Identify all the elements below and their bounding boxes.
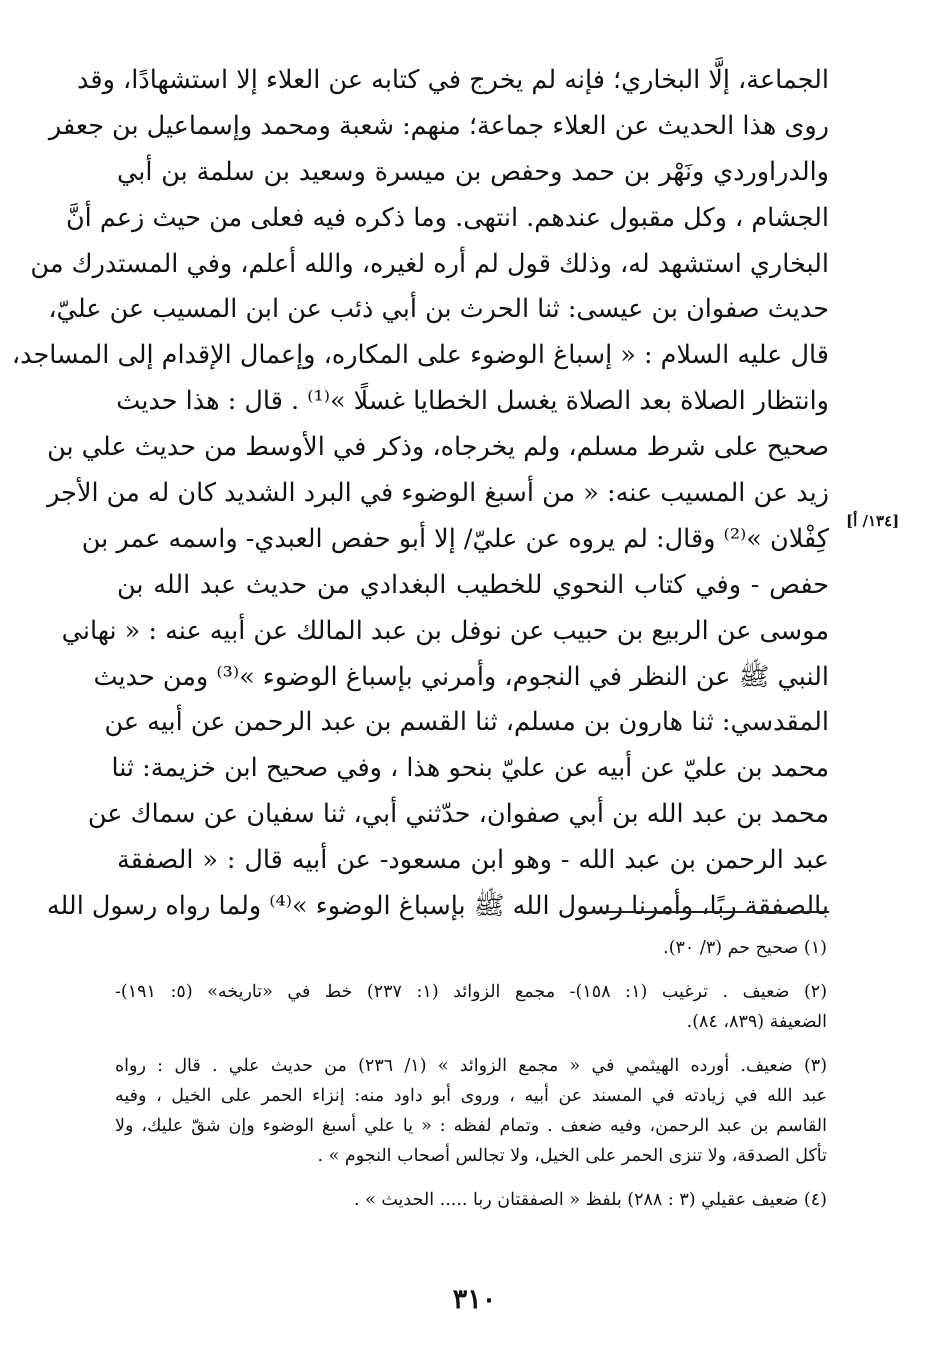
text-line: المقدسي: ثنا هارون بن مسلم، ثنا القسم بن عبد الرحمن عن أبيه عن [104, 707, 829, 738]
footnotes [115, 933, 827, 1229]
footnote-line: القاسم بن عبد الرحمن، وفيه ضعف . وتمام لفظه : « يا علي أسبغ الوضوء وإن شقّ عليك، ولا [115, 1116, 827, 1136]
text-line: محمد بن عليّ عن أبيه عن عليّ بنحو هذا ، وفي صحيح ابن خزيمة: ثنا [111, 753, 829, 784]
main-text [11, 58, 829, 930]
text-line: وانتظار الصلاة بعد الصلاة يغسل الخطايا غسلًا »⁽¹⁾ . قال : هذا حديث [116, 386, 829, 417]
page-number: ٣١٠ [452, 1284, 497, 1315]
text-line: موسى عن الربيع بن حبيب عن نوفل بن عبد المالك عن أبيه عنه : « نهاني [61, 615, 829, 646]
footnote-line: عبد الله في زيادته في المسند عن أبيه ، وروى أبو داود منه: إنزاء الحمر على الخيل ، وفيه [115, 1086, 827, 1106]
footnote-1 [115, 933, 827, 963]
text-line: البخاري استشهد له، وذلك قول لم أره لغيره، والله أعلم، وفي المستدرك من [30, 248, 829, 279]
footnote-line: تأكل الصدقة، ولا تنزى الحمر على الخيل، ولا تجالس أصحاب النجوم » . [317, 1146, 827, 1166]
text-line: روى هذا الحديث عن العلاء جماعة؛ منهم: شعبة ومحمد وإسماعيل بن جعفر [48, 110, 829, 141]
text-line: الجشام ، وكل مقبول عندهم. انتهى. وما ذكره فيه فعلى من حيث زعم أنَّ [65, 202, 829, 233]
footnote-line: (٢) ضعيف . ترغيب (١: ١٥٨)- مجمع الزوائد (١: ٢٣٧) خط في «تاريخه» (٥: ١٩١)- [115, 982, 828, 1002]
footnote-line: (١) صحيح حم (٣/ ٣٠). [663, 938, 827, 958]
text-line: عبد الرحمن بن عبد الله - وهو ابن مسعود- عن أبيه قال : « الصفقة [117, 845, 829, 876]
footnote-4 [115, 1185, 827, 1215]
footnote-separator [593, 911, 829, 913]
footnote-line: (٤) ضعيف عقيلي (٣ : ٢٨٨) بلفظ « الصفقتان ربا ..... الحديث » . [353, 1190, 827, 1210]
text-line: بالصفقة ربًا، وأمرنا رسول الله ﷺ بإسباغ الوضوء »⁽⁴⁾ ولما رواه رسول الله [46, 891, 829, 922]
footnote-line: (٣) ضعيف. أورده الهيثمي في « مجمع الزوائد » (١/ ٢٣٦) من حديث علي . قال : رواه [115, 1056, 828, 1076]
text-line: حفص - وفي كتاب النحوي للخطيب البغدادي من حديث عبد الله بن [117, 569, 829, 600]
text-line: والدراوردي ونَهْر بن حمد وحفص بن ميسرة وسعيد بن سلمة بن أبي [117, 156, 829, 187]
text-line: قال عليه السلام : « إسباغ الوضوء على المكاره، وإعمال الإقدام إلى المساجد، [11, 340, 829, 371]
text-line: زيد عن المسيب عنه: « من أسبغ الوضوء في البرد الشديد كان له من الأجر [47, 478, 829, 509]
text-line: حديث صفوان بن عيسى: ثنا الحرث بن أبي ذئب عن ابن المسيب عن عليّ، [48, 294, 829, 325]
text-line: كِفْلان »⁽²⁾ وقال: لم يروه عن عليّ/ إلا أبو حفص العبدي- واسمه عمر بن [81, 523, 829, 554]
text-line: النبي ﷺ عن النظر في النجوم، وأمرني بإسباغ الوضوء »⁽³⁾ ومن حديث [93, 661, 829, 692]
text-line: محمد بن عبد الله بن أبي صفوان، حدّثني أبي، ثنا سفيان عن سماك عن [87, 799, 829, 830]
footnote-2 [115, 977, 827, 1037]
text-line: صحيح على شرط مسلم، ولم يخرجاه، وذكر في الأوسط من حديث علي بن [47, 432, 829, 463]
footnote-3 [115, 1051, 827, 1171]
text-line: الجماعة، إلَّا البخاري؛ فإنه لم يخرج في كتابه عن العلاء إلا استشهادًا، وقد [77, 65, 829, 95]
footnote-line: الضعيفة (٨٣٩، ٨٤). [686, 1012, 827, 1032]
manuscript-folio-marker: [١٣٤/ أ] [846, 512, 900, 530]
